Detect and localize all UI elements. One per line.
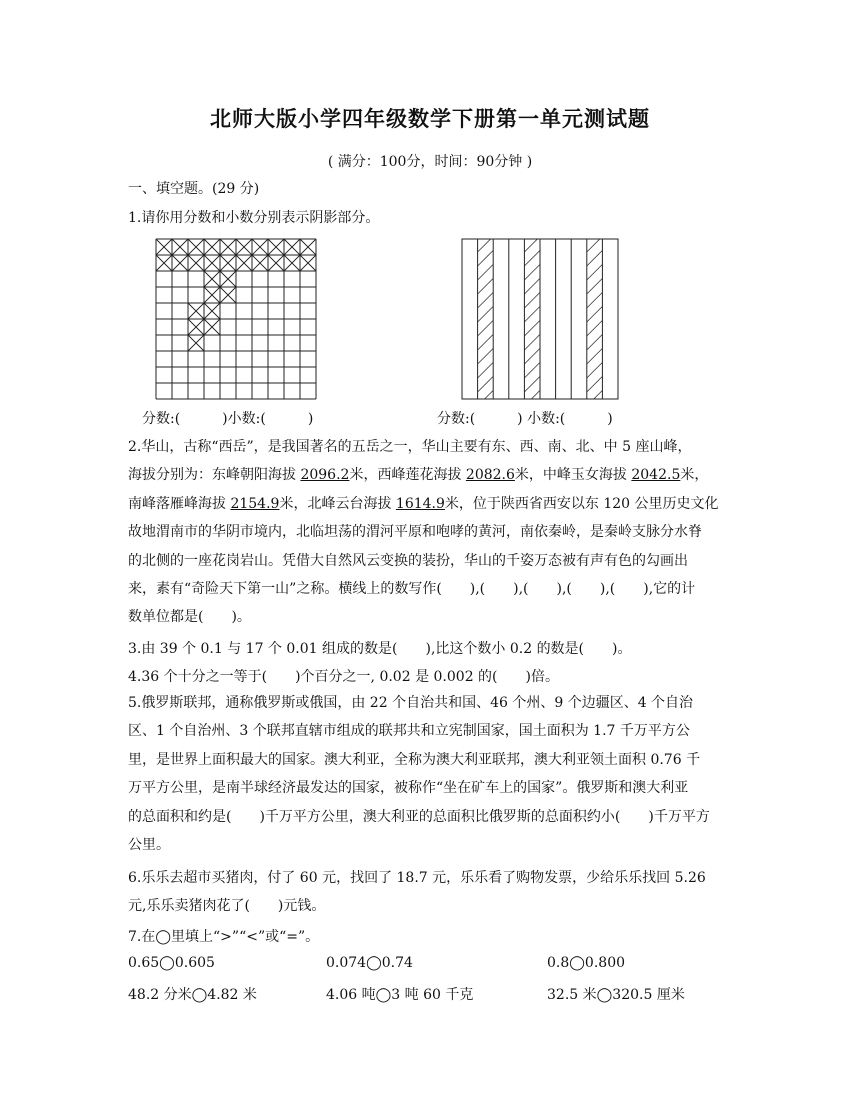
question-2: [128, 433, 750, 632]
hatch-line: [587, 250, 603, 266]
hatch-line: [587, 278, 603, 294]
question-2-line-5: 的北侧的一座花岗岩山。凭借大自然风云变换的装扮，华山的千姿万态被有声有色的勾画出: [128, 552, 688, 569]
question-6-line-1: 6.乐乐去超市买猪肉，付了 60 元，找回了 18.7 元，乐乐看了购物发票，少给乐乐找回 5.26: [128, 870, 706, 886]
altitude-south: 2154.9: [230, 495, 280, 512]
question-2-line-1: 2.华山，古称“西岳”，是我国著名的五岳之一，华山主要有东、西、南、北、中 5 座山峰，: [128, 439, 692, 455]
hatch-line: [478, 334, 494, 350]
hatch-line: [478, 238, 494, 252]
question-5-line-6: 公里。: [128, 837, 170, 854]
altitude-center: 2042.5: [631, 467, 681, 484]
hatch-line: [524, 362, 540, 378]
compare-item: 4.06 吨◯3 吨 60 千克: [326, 987, 474, 1003]
hatch-line: [478, 278, 494, 294]
question-5-line-1: 5.俄罗斯联邦，通称俄罗斯或俄国，由 22 个自治共和国、46 个州、9 个边疆区、4 个自治: [128, 695, 694, 711]
hatch-line: [524, 306, 540, 322]
hatch-line: [478, 250, 494, 266]
question-2-line-3: 南峰落雁峰海拔 2154.9米，北峰云台海拔 1614.9米，位于陕西省西安以东 120 公里历史文化: [128, 495, 719, 512]
hatch-line: [587, 264, 603, 280]
question-7-text: 7.在◯里填上“>”“<”或“=”。: [128, 929, 320, 945]
hatch-line: [524, 376, 540, 392]
compare-item: 0.074◯0.74: [326, 955, 413, 971]
altitude-west: 2082.6: [465, 467, 515, 484]
hatch-line: [587, 238, 603, 252]
page-title: 北师大版小学四年级数学下册第一单元测试题: [210, 106, 650, 131]
hatch-line: [478, 362, 494, 378]
question-1-text: 1.请你用分数和小数分别表示阴影部分。: [128, 210, 380, 226]
compare-item: 0.8◯0.800: [547, 955, 626, 971]
hatch-line: [478, 348, 494, 364]
hatch-line: [587, 334, 603, 350]
hatch-line: [587, 306, 603, 322]
page-subtitle: ( 满分：100分，时间：90分钟 ): [327, 154, 533, 170]
question-5-line-3: 里，是世界上面积最大的国家。澳大利亚，全称为澳大利亚联邦，澳大利亚领土面积 0.76 千: [128, 751, 701, 768]
grid-hundred-squares: [155, 238, 317, 400]
question-5: [128, 689, 750, 859]
hatch-line: [524, 264, 540, 280]
question-1-caption-right: 分数:( ) 小数:( ): [437, 411, 613, 427]
question-5-line-5: 的总面积和约是( )千万平方公里，澳大利亚的总面积比俄罗斯的总面积约小( )千万平方: [128, 808, 710, 825]
hatch-line: [524, 334, 540, 350]
compare-item: 48.2 分米◯4.82 米: [128, 987, 257, 1003]
question-2-line-6: 来，素有“奇险天下第一山”之称。横线上的数写作( ),( ),( ),( ),( ),它的计: [128, 581, 696, 598]
question-2-line-7: 数单位都是( )。: [128, 609, 251, 626]
hatch-line: [478, 320, 494, 336]
hatch-line: [587, 292, 603, 308]
altitude-north: 1614.9: [395, 495, 445, 512]
question-1-caption-left: 分数:( )小数:( ): [142, 411, 314, 427]
hatch-line: [524, 238, 540, 252]
question-3: 3.由 39 个 0.1 与 17 个 0.01 组成的数是( ),比这个数小 0.2 的数是( )。: [128, 641, 632, 657]
question-4: 4.36 个十分之一等于( )个百分之一, 0.02 是 0.002 的( )倍。: [128, 669, 559, 685]
hatch-line: [478, 292, 494, 308]
section-heading: 一、填空题。(29 分): [128, 181, 260, 197]
question-5-line-4: 万平方公里，是南半球经济最发达的国家，被称作“坐在矿车上的国家”。俄罗斯和澳大利亚: [128, 780, 689, 797]
hatch-line: [478, 264, 494, 280]
grid-ten-strips: [461, 238, 619, 400]
altitude-east: 2096.2: [300, 467, 350, 484]
hatch-line: [524, 278, 540, 294]
question-2-line-2: 海拔分别为：东峰朝阳海拔 2096.2米，西峰莲花海拔 2082.6米，中峰玉女海拔 2042.5米，: [128, 467, 709, 484]
question-6: [128, 864, 750, 921]
hatch-line: [524, 320, 540, 336]
question-2-line-4: 故地渭南市的华阴市境内，北临坦荡的渭河平原和咆哮的黄河，南依秦岭，是秦岭支脉分水脊: [128, 524, 702, 541]
question-5-line-2: 区、1 个自治州、3 个联邦直辖市组成的联邦共和立宪制国家，国土面积为 1.7 千万平方公: [128, 723, 690, 740]
hatch-line: [587, 376, 603, 392]
question-6-line-2: 元,乐乐卖猪肉花了( )元钱。: [128, 898, 326, 915]
hatch-line: [524, 348, 540, 364]
hatch-line: [524, 292, 540, 308]
hatch-line: [587, 362, 603, 378]
compare-item: 32.5 米◯320.5 厘米: [547, 987, 685, 1003]
hatch-line: [478, 306, 494, 322]
hatch-line: [478, 376, 494, 392]
compare-item: 0.65◯0.605: [128, 955, 215, 971]
hatch-line: [524, 250, 540, 266]
hatch-line: [587, 348, 603, 364]
hatch-line: [587, 320, 603, 336]
